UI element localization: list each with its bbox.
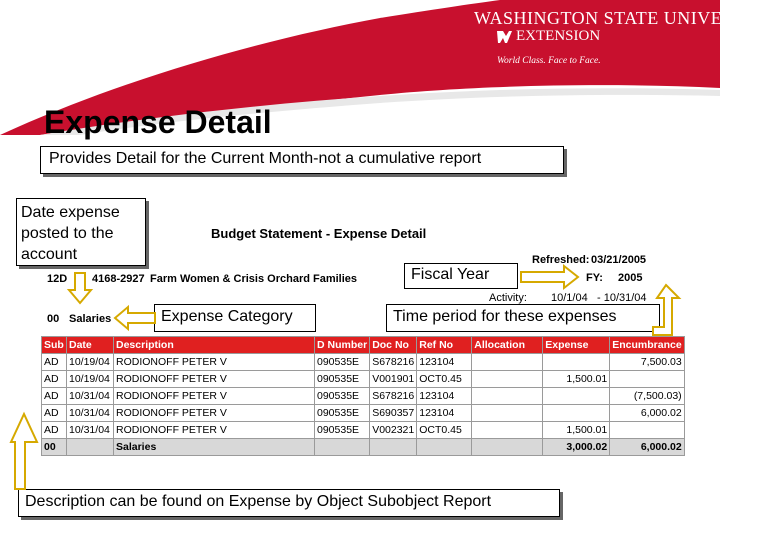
total-row [42, 439, 685, 456]
cell-allocation [472, 371, 543, 388]
cell-encumbrance [610, 422, 684, 439]
cell-date: 10/31/04 [67, 422, 114, 439]
refreshed-label: Refreshed: [532, 254, 590, 266]
cell-encumbrance: 7,500.03 [610, 354, 684, 371]
cell-sub: AD [42, 405, 67, 422]
activity-from: 10/1/04 [551, 292, 588, 304]
category-code: 00 [47, 313, 60, 325]
cell-ref-no: OCT0.45 [417, 422, 472, 439]
cell-sub: AD [42, 388, 67, 405]
cell-date: 10/19/04 [67, 354, 114, 371]
cell-doc-no: V002321 [370, 422, 417, 439]
table-row [42, 405, 685, 422]
col-description: Description [114, 337, 315, 354]
fy-label: FY: [586, 272, 603, 284]
total-description: Salaries [114, 439, 315, 456]
cell-encumbrance [610, 371, 684, 388]
cell-doc-no: S690357 [370, 405, 417, 422]
account-name: Farm Women & Crisis Orchard Families [150, 273, 358, 285]
callout-date-posted [16, 198, 146, 266]
total-date [67, 439, 114, 456]
cell-date: 10/19/04 [67, 371, 114, 388]
cell-description: RODIONOFF PETER V [114, 422, 315, 439]
callout-time-period-text: Time period for these expenses [393, 308, 617, 325]
col-sub: Sub [42, 337, 67, 354]
cell-doc-no: S678216 [370, 388, 417, 405]
cougar-logo-icon [494, 27, 514, 47]
total-expense: 3,000.02 [543, 439, 610, 456]
cell-expense [543, 405, 610, 422]
cell-expense: 1,500.01 [543, 371, 610, 388]
tagline: World Class. Face to Face. [497, 56, 601, 66]
total-doc-no [370, 439, 417, 456]
cell-sub: AD [42, 422, 67, 439]
table-row [42, 371, 685, 388]
subtitle-text: Provides Detail for the Current Month-not a cumulative report [49, 150, 482, 167]
col-encumbrance: Encumbrance [610, 337, 684, 354]
cell-description: RODIONOFF PETER V [114, 388, 315, 405]
col-allocation: Allocation [472, 337, 543, 354]
col-ref-no: Ref No [417, 337, 472, 354]
callout-description-note-text: Description can be found on Expense by Object Subobject Report [25, 493, 492, 510]
extension-name: EXTENSION [516, 28, 601, 44]
cell-allocation [472, 354, 543, 371]
callout-description-note [18, 489, 560, 517]
cell-date: 10/31/04 [67, 405, 114, 422]
report-title: Budget Statement - Expense Detail [211, 226, 427, 241]
fy-value: 2005 [618, 272, 643, 284]
cell-ref-no: 123104 [417, 388, 472, 405]
account-number: 4168-2927 [92, 273, 145, 285]
cell-expense: 1,500.01 [543, 422, 610, 439]
callout-expense-category [154, 304, 316, 332]
cell-ref-no: 123104 [417, 405, 472, 422]
category-name: Salaries [69, 313, 112, 325]
arrow-left-icon [114, 306, 156, 330]
cell-expense [543, 354, 610, 371]
subtitle-box [40, 146, 564, 174]
cell-d-number: 090535E [315, 354, 370, 371]
total-d-number [315, 439, 370, 456]
callout-fiscal-year-text: Fiscal Year [411, 266, 490, 283]
total-allocation [472, 439, 543, 456]
cell-encumbrance: (7,500.03) [610, 388, 684, 405]
table-row [42, 388, 685, 405]
cell-doc-no: V001901 [370, 371, 417, 388]
cell-d-number: 090535E [315, 371, 370, 388]
col-doc-no: Doc No [370, 337, 417, 354]
table-row [42, 354, 685, 371]
org-code: 12D [47, 273, 68, 285]
total-encumbrance: 6,000.02 [610, 439, 684, 456]
cell-ref-no: 123104 [417, 354, 472, 371]
table-row [42, 422, 685, 439]
table-header-row [42, 337, 685, 354]
university-name: WASHINGTON STATE UNIVERSITY [474, 8, 777, 28]
col-d-number: D Number [315, 337, 370, 354]
cell-description: RODIONOFF PETER V [114, 354, 315, 371]
cell-sub: AD [42, 371, 67, 388]
callout-expense-category-text: Expense Category [161, 308, 293, 325]
activity-label: Activity: [489, 292, 527, 304]
cell-description: RODIONOFF PETER V [114, 405, 315, 422]
cell-doc-no: S678216 [370, 354, 417, 371]
arrow-up-bent-icon [652, 284, 680, 336]
callout-fiscal-year [404, 263, 518, 289]
cell-sub: AD [42, 354, 67, 371]
arrow-down-icon [68, 272, 92, 304]
slide-title: Expense Detail [44, 104, 272, 140]
col-date: Date [67, 337, 114, 354]
cell-allocation [472, 388, 543, 405]
cell-allocation [472, 405, 543, 422]
cell-d-number: 090535E [315, 388, 370, 405]
callout-date-posted-text: Date expense posted to the account [21, 204, 120, 263]
cell-description: RODIONOFF PETER V [114, 371, 315, 388]
expense-table [41, 336, 685, 456]
cell-expense [543, 388, 610, 405]
cell-allocation [472, 422, 543, 439]
cell-ref-no: OCT0.45 [417, 371, 472, 388]
activity-to: - 10/31/04 [597, 292, 647, 304]
total-code: 00 [42, 439, 67, 456]
cell-encumbrance: 6,000.02 [610, 405, 684, 422]
callout-time-period [386, 304, 660, 332]
cell-d-number: 090535E [315, 422, 370, 439]
col-expense: Expense [543, 337, 610, 354]
cell-date: 10/31/04 [67, 388, 114, 405]
refreshed-value: 03/21/2005 [591, 254, 647, 266]
arrow-up-left-icon [10, 412, 40, 490]
total-ref-no [417, 439, 472, 456]
arrow-right-icon [520, 264, 580, 290]
cell-d-number: 090535E [315, 405, 370, 422]
